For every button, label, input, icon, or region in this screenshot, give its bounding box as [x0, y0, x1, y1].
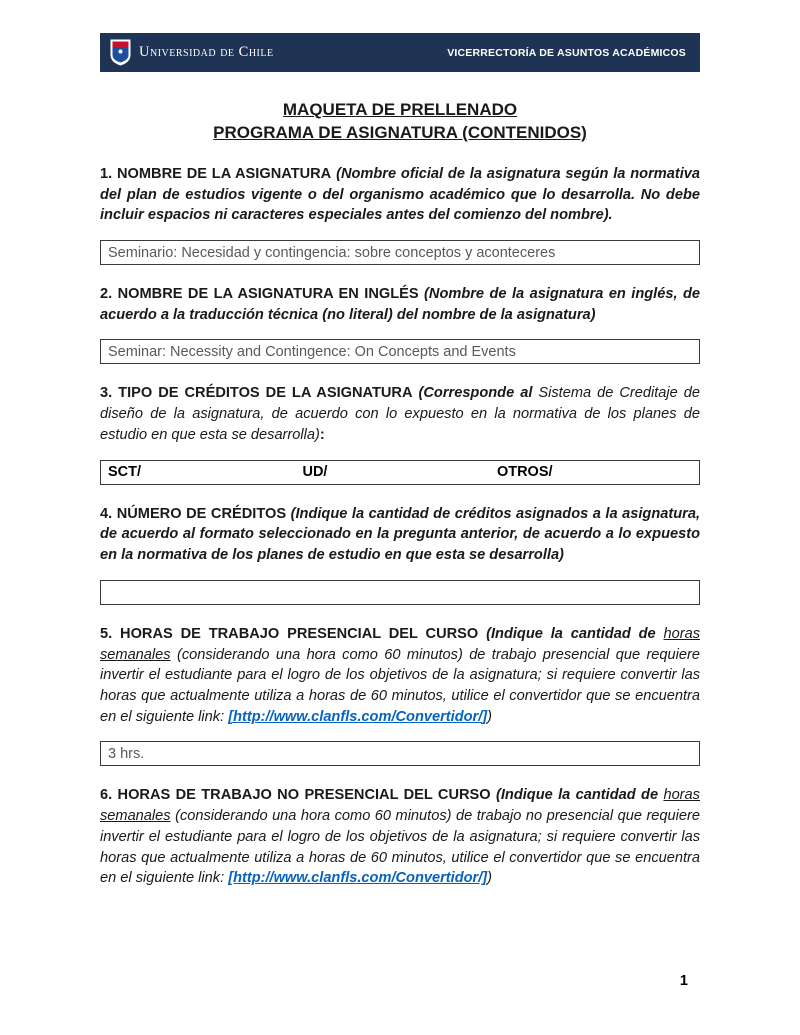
university-name: Universidad de Chile [139, 44, 274, 60]
section-6-description-part1: (Indique la cantidad de [496, 787, 659, 804]
section-2-heading: 2. NOMBRE DE LA ASIGNATURA EN INGLÉS [100, 286, 419, 303]
document-title-line2: PROGRAMA DE ASIGNATURA (CONTENIDOS) [213, 122, 587, 142]
section-1 [100, 164, 700, 226]
header-banner [100, 33, 700, 72]
section-5-underlined-term: horas semanales [100, 625, 700, 663]
section-5 [100, 624, 700, 728]
section-4 [100, 504, 700, 566]
section-5-heading: 5. HORAS DE TRABAJO PRESENCIAL DEL CURSO [100, 625, 479, 642]
answer-course-name: Seminario: Necesidad y contingencia: sobre conceptos y aconteceres [108, 244, 556, 261]
answer-box-credit-type[interactable] [100, 460, 700, 485]
document-title-line1: MAQUETA DE PRELLENADO [282, 100, 518, 119]
section-3-description: Sistema de Creditaje de diseño de la asignatura, de acuerdo con lo expuesto en la normativa de los planes de estudio en que esta se desarrolla) [100, 385, 701, 443]
section-5-description-part3: ) [487, 708, 492, 725]
section-3-heading: 3. TIPO DE CRÉDITOS DE LA ASIGNATURA [100, 385, 413, 402]
section-2 [100, 284, 700, 325]
section-3 [100, 383, 700, 445]
answer-box-course-name[interactable] [100, 240, 700, 265]
section-6-underlined-term: horas semanales [100, 787, 700, 825]
section-3-colon: : [319, 426, 325, 443]
page-number: 1 [679, 973, 688, 989]
answer-contact-hours: 3 hrs. [108, 745, 145, 762]
credit-field-sct[interactable]: SCT/ [108, 464, 142, 481]
document-title [100, 99, 700, 145]
section-1-heading: 1. NOMBRE DE LA ASIGNATURA [100, 165, 332, 182]
answer-box-course-name-english[interactable] [100, 339, 700, 364]
section-5-description-part2: (considerando una hora como 60 minutos) de trabajo presencial que requiere invertir el estudiante para el logro de los objetivos de la asignatura; si requiere convertir las horas que actualmente utiliza a horas de 60 minutos, utilice el convertidor que se encuentra en el siguiente link: [100, 646, 700, 725]
credit-field-otros[interactable]: OTROS/ [496, 464, 553, 481]
answer-course-name-english: Seminar: Necessity and Contingence: On Concepts and Events [108, 343, 516, 360]
section-6-heading: 6. HORAS DE TRABAJO NO PRESENCIAL DEL CURSO [100, 787, 491, 804]
section-6-description-part3: ) [487, 870, 492, 887]
converter-link-2[interactable]: [http://www.clanfls.com/Convertidor/] [228, 870, 488, 887]
section-2-description: (Nombre de la asignatura en inglés, de acuerdo a la traducción técnica (no literal) del nombre de la asignatura) [100, 286, 700, 323]
university-crest-icon [110, 39, 131, 66]
section-1-description: (Nombre oficial de la asignatura según la normativa del plan de estudios vigente o del organismo académico que lo desarrolla. No debe incluir espacios ni caracteres especiales antes del comienzo del nombre). [100, 165, 700, 224]
section-5-description-part1: (Indique la cantidad de [486, 625, 656, 642]
department-name: VICERRECTORÍA DE ASUNTOS ACADÉMICOS [447, 46, 686, 59]
section-4-description: (Indique la cantidad de créditos asignados a la asignatura, de acuerdo al formato seleccionado en la pregunta anterior, de acuerdo a lo expuesto en la normativa de los planes de estudio en que esta se desarrolla) [100, 505, 700, 564]
section-4-heading: 4. NÚMERO DE CRÉDITOS [100, 505, 287, 522]
university-logo [110, 39, 274, 66]
section-6-description-part2: (considerando una hora como 60 minutos) de trabajo no presencial que requiere invertir el estudiante para el logro de los objetivos de la asignatura; si requiere convertir las horas que actualmente utiliza a horas de 60 minutos, utilice el convertidor que se encuentra en el siguiente link: [100, 808, 700, 887]
credit-field-ud[interactable]: UD/ [302, 464, 328, 481]
answer-box-credit-count[interactable] [100, 580, 700, 605]
converter-link[interactable]: [http://www.clanfls.com/Convertidor/] [228, 708, 488, 725]
section-3-description-bold: (Corresponde al [418, 385, 533, 402]
answer-box-contact-hours[interactable] [100, 741, 700, 766]
section-6 [100, 785, 700, 889]
